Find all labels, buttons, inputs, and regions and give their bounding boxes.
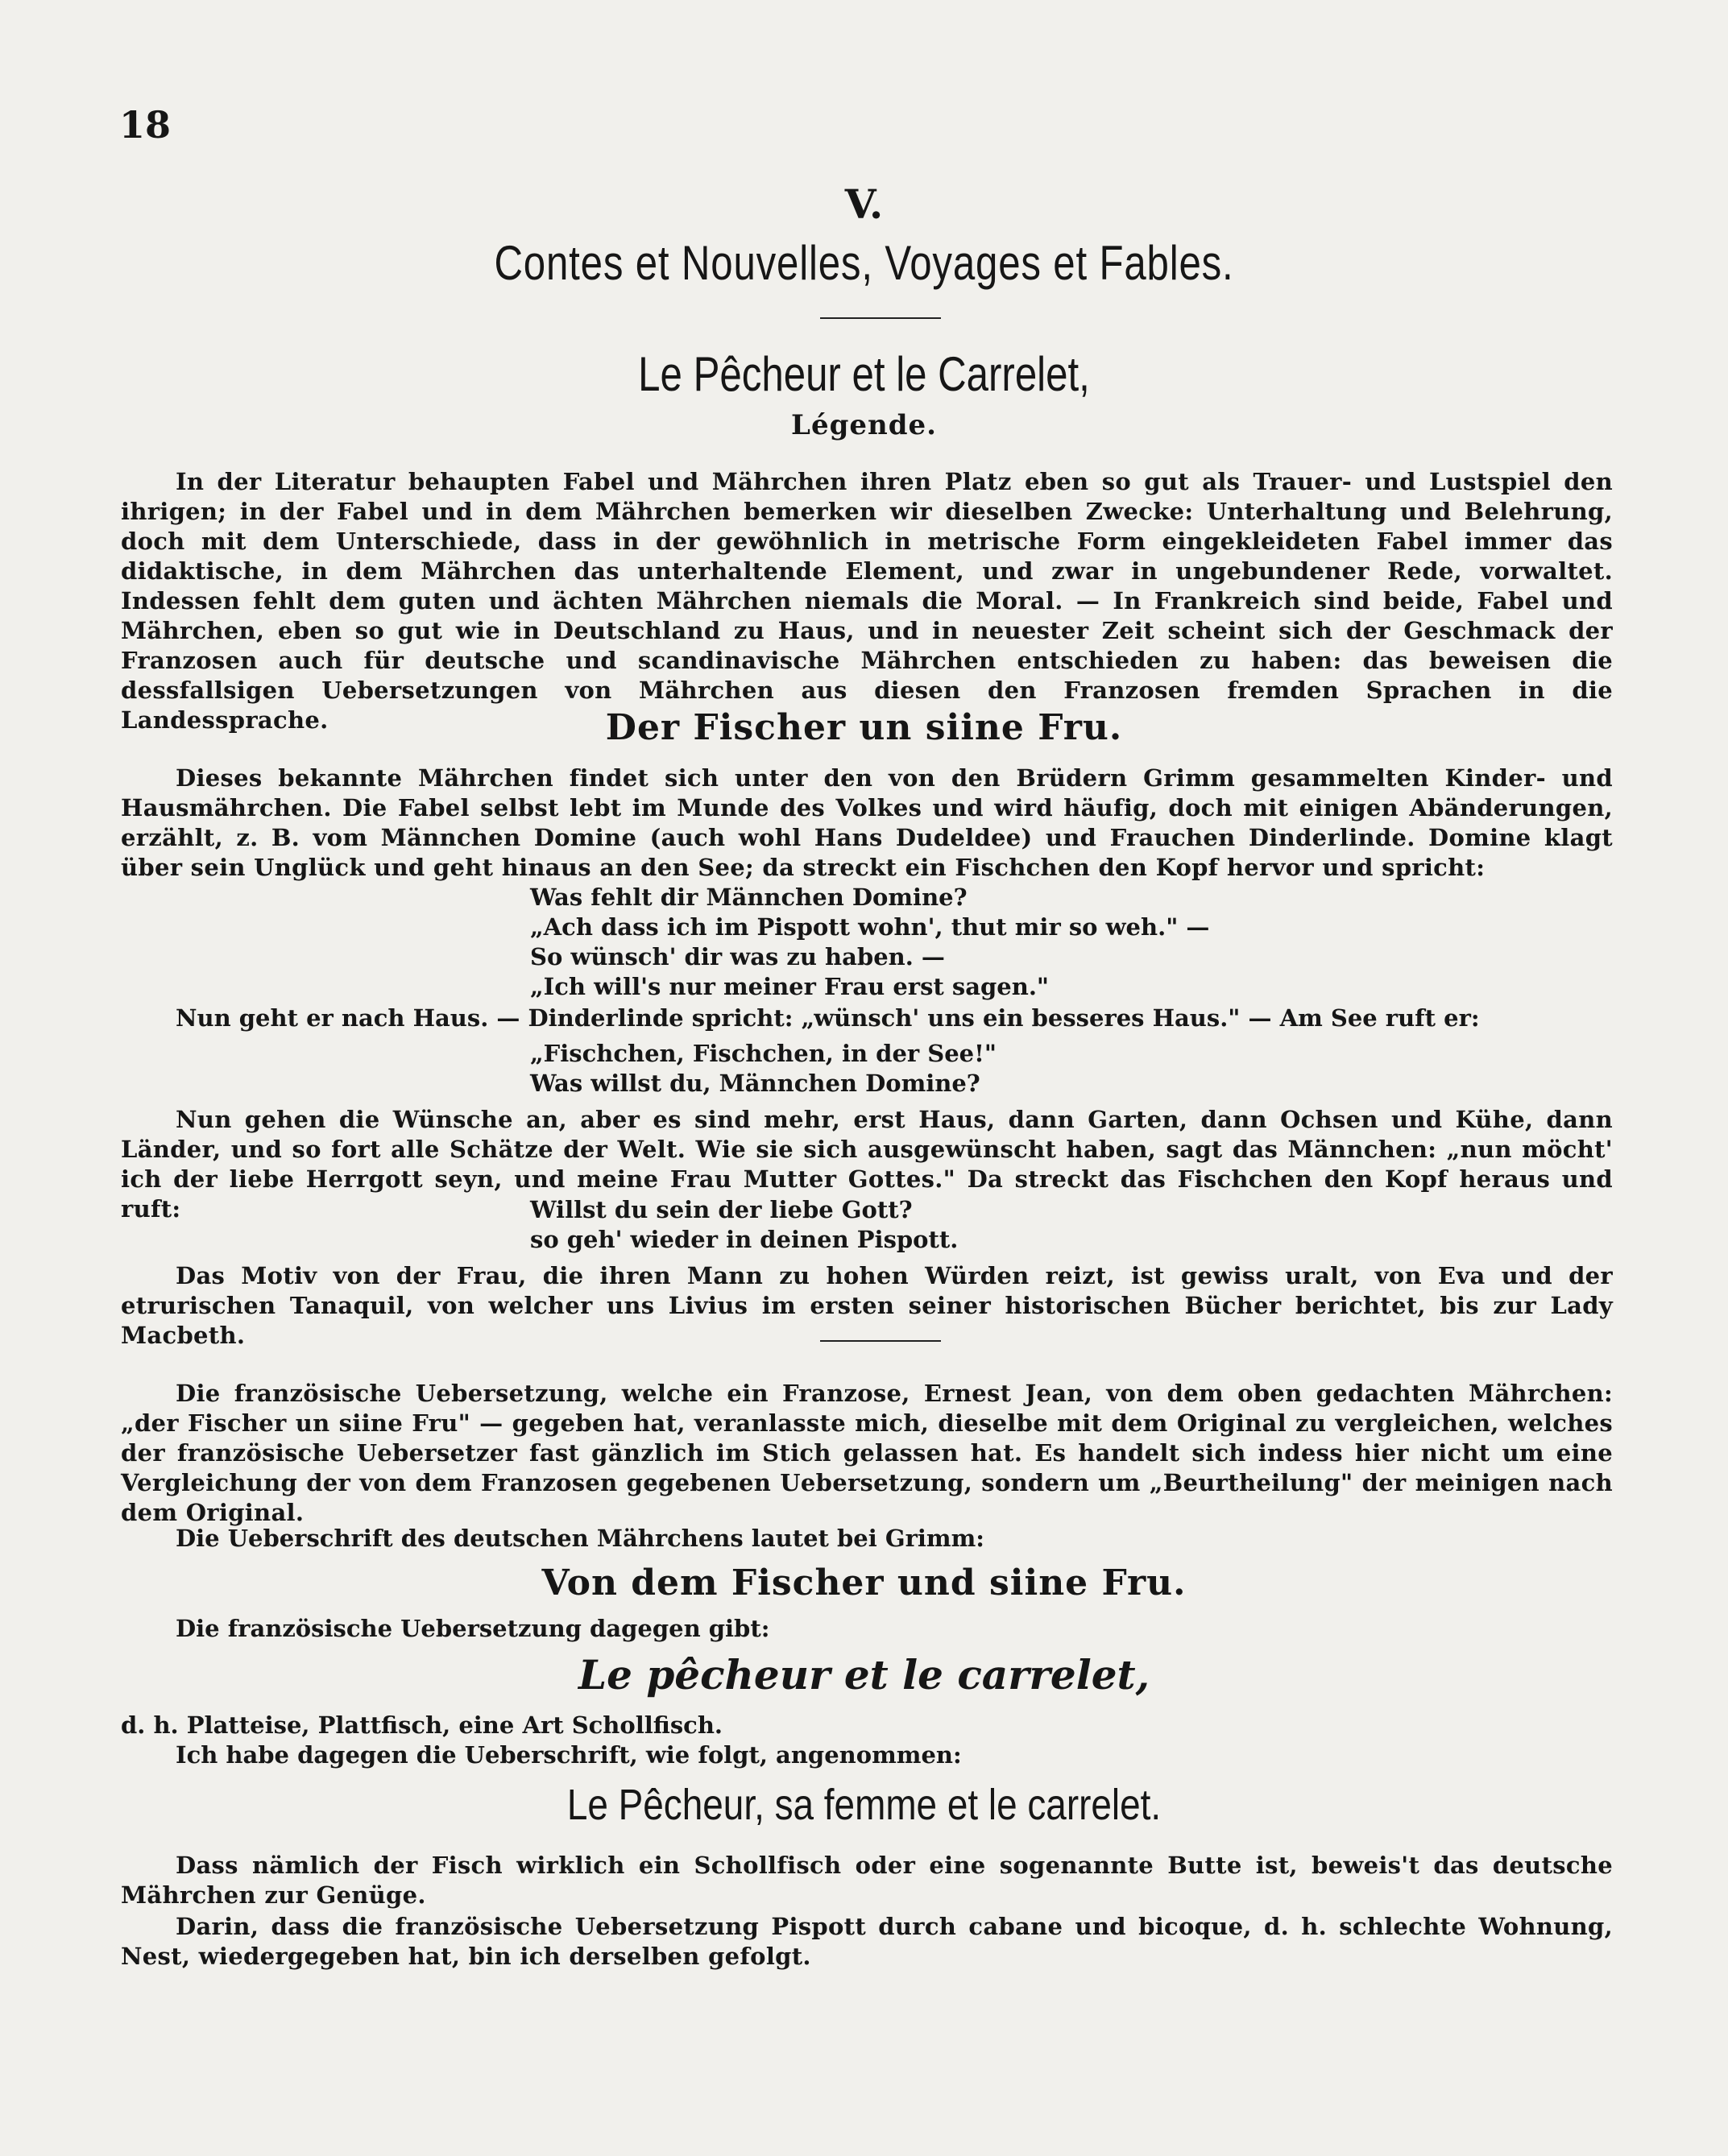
section-number: V. [844, 180, 884, 228]
nachhaus-line: Nun geht er nach Haus. — Dinderlinde spricht: „wünsch' uns ein besseres Haus." — Am See ruft er: [176, 1004, 1480, 1032]
story-title: Le Pêcheur et le Carrelet, [638, 347, 1090, 401]
heading-von-dem-fischer: Von dem Fischer und siine Fru. [541, 1562, 1187, 1604]
angenommen-line: Ich habe dagegen die Ueberschrift, wie folgt, angenommen: [176, 1741, 962, 1769]
motiv-paragraph: Das Motiv von der Frau, die ihren Mann zu hohen Würden reizt, ist gewiss uralt, von Eva und der etrurischen Tanaquil, von welcher uns Livius im ersten seiner historischen Bücher berichtet, bis zur Lady Macbeth. [121, 1262, 1613, 1349]
verse-3: Willst du sein der liebe Gott? so geh' wieder in deinen Pispott. [530, 1196, 959, 1253]
darin-paragraph: Darin, dass die französische Uebersetzung Pispott durch cabane und bicoque, d. h. schlechte Wohnung, Nest, wiedergegeben hat, bin ich derselben gefolgt. [121, 1913, 1613, 1970]
title-divider [820, 317, 941, 319]
grimm-paragraph: Dieses bekannte Mährchen findet sich unter den von den Brüdern Grimm gesammelten Kinder- und Hausmährchen. Die Fabel selbst lebt im Munde des Volkes und wird häufig, doch mit einigen Abänderungen, erzählt, z. B. vom Männchen Domine (auch wohl Hans Dudeldee) und Frauchen Dinderlinde. Domine klagt über sein Unglück und geht hinaus an den See; da streckt ein Fischchen den Kopf hervor und spricht: [121, 764, 1613, 881]
verse-1: Was fehlt dir Männchen Domine? „Ach dass ich im Pispott wohn', thut mir so weh." — So wünsch' dir was zu haben. — „Ich will's nur meiner Frau erst sagen." [530, 884, 1210, 1000]
page-number: 18 [119, 103, 172, 147]
heading-final-title: Le Pêcheur, sa femme et le carrelet. [566, 1781, 1162, 1829]
intro-paragraph: In der Literatur behaupten Fabel und Mährchen ihren Platz eben so gut als Trauer- und Lustspiel den ihrigen; in der Fabel und in dem Mährchen bemerken wir dieselben Zwecke: Unterhaltung und Belehrung, doch mit dem Unterschiede, dass in der gewöhnlich in metrische Form eingekleideten Fabel immer das didaktische, in dem Mährchen das unterhaltende Element, und zwar in ungebundener Rede, vorwaltet. Indessen fehlt dem guten und ächten Mährchen niemals die Moral. — In Frankreich sind beide, Fabel und Mährchen, eben so gut wie in Deutschland zu Haus, und in neuester Zeit scheint sich der Geschmack der Franzosen auch für deutsche und scandinavische Mährchen entschieden zu haben: das beweisen die dessfallsigen Uebersetzungen von Mährchen aus diesen den Franzosen fremden Sprachen in die Landessprache. [121, 468, 1613, 734]
scholle-paragraph: Dass nämlich der Fisch wirklich ein Schollfisch oder eine sogenannte Butte ist, beweis't das deutsche Mährchen zur Genüge. [121, 1852, 1613, 1909]
verse-2: „Fischchen, Fischchen, in der See!" Was willst du, Männchen Domine? [530, 1040, 997, 1097]
section-divider [820, 1340, 941, 1342]
heading-pecheur-carrelet: Le pêcheur et le carrelet, [578, 1651, 1150, 1699]
uebersetzung-paragraph: Die französische Uebersetzung, welche ein Franzose, Ernest Jean, von dem oben gedachten Mährchen: „der Fischer un siine Fru" — gegeben hat, veranlasste mich, dieselbe mit dem Original zu vergleichen, welches der französische Uebersetzer fast gänzlich im Stich gelassen hat. Es handelt sich indess hier nicht um eine Vergleichung der von dem Franzosen gegebenen Uebersetzung, sondern um „Beurtheilung" der meinigen nach dem Original. [121, 1380, 1613, 1526]
section-title: Contes et Nouvelles, Voyages et Fables. [494, 236, 1234, 290]
story-subtitle: Légende. [791, 409, 937, 441]
ueberschrift-line: Die Ueberschrift des deutschen Mährchens lautet bei Grimm: [176, 1525, 985, 1552]
platteise-line: d. h. Platteise, Plattfisch, eine Art Schollfisch. [121, 1711, 723, 1739]
heading-fischer: Der Fischer un siine Fru. [605, 707, 1123, 748]
dagegen-line: Die französische Uebersetzung dagegen gibt: [176, 1615, 770, 1642]
wuensche-paragraph: Nun gehen die Wünsche an, aber es sind mehr, erst Haus, dann Garten, dann Ochsen und Kühe, dann Länder, und so fort alle Schätze der Welt. Wie sie sich ausgewünscht haben, sagt das Männchen: „nun möcht' ich der liebe Herrgott seyn, und meine Frau Mutter Gottes." Da streckt das Fischchen den Kopf heraus und ruft: [121, 1106, 1613, 1223]
